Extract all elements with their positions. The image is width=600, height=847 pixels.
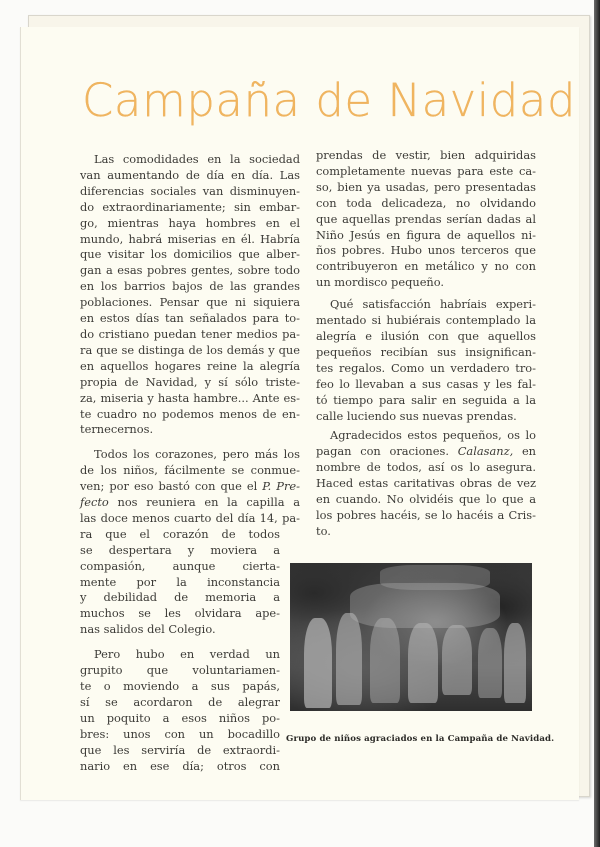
text-line: completamente nuevas para este ca-: [316, 163, 536, 178]
italic-name: fecto: [80, 495, 109, 510]
text-line: compasión, aunque cierta-: [80, 558, 280, 573]
text-line: ternecernos.: [80, 422, 154, 437]
text-line: con toda delicadeza, no olvidando: [316, 195, 536, 210]
text-line: to.: [316, 523, 331, 538]
article-title: Campaña de Navidad: [82, 74, 577, 127]
paragraph-6: [316, 428, 536, 539]
text-line: nario en ese día; otros con: [80, 758, 280, 773]
text-line: grupito que voluntariamen-: [80, 663, 280, 678]
text-line: contribuyeron en metálico y no con: [316, 259, 536, 274]
scan-edge-shadow: [594, 0, 600, 847]
text-line: prendas de vestir, bien adquiridas: [316, 148, 536, 162]
text-line: que visitar los domicilios que alber-: [80, 247, 300, 262]
text-line: Agradecidos estos pequeños, os lo: [330, 428, 536, 443]
text-line: ra que se distinga de los demás y que: [80, 342, 300, 357]
text-line: pequeños recibían sus insignifican-: [316, 344, 536, 359]
text-fragment: pagan con oraciones.: [316, 444, 449, 459]
italic-name: P. Pre-: [262, 479, 300, 494]
text-line: [316, 444, 536, 460]
text-line: te cuadro no podemos menos de en-: [80, 406, 300, 421]
text-line: propia de Navidad, y sí sólo triste-: [80, 374, 300, 389]
text-line: Haced estas caritativas obras de vez: [316, 476, 536, 491]
text-line: los pobres hacéis, se lo hacéis a Cris-: [316, 507, 536, 522]
paragraph-1: [80, 152, 300, 438]
text-line: Pero hubo en verdad un: [94, 647, 280, 662]
photo-caption: Grupo de niños agraciados en la Campaña de Navidad.: [286, 734, 555, 744]
text-line: las doce menos cuarto del día 14, pa-: [80, 510, 300, 525]
text-line: muchos se les olvidara ape-: [80, 606, 280, 621]
text-line: nas salidos del Colegio.: [80, 622, 216, 637]
text-line: bres: unos con un bocadillo: [80, 726, 280, 741]
text-line: go, mientras haya hombres en el: [80, 215, 300, 230]
text-line: mente por la inconstancia: [80, 574, 280, 589]
text-line: tó tiempo para salir en seguida a la: [316, 392, 536, 407]
text-line: mentado si hubiérais contemplado la: [316, 313, 536, 328]
text-line: y debilidad de memoria a: [80, 590, 280, 605]
text-line: gan a esas pobres gentes, sobre todo: [80, 263, 300, 278]
text-line: que les serviría de extraordi-: [80, 742, 280, 757]
text-line: que aquellas prendas serían dadas al: [316, 211, 536, 226]
text-line: en estos días tan señalados para to-: [80, 311, 300, 326]
text-fragment: en: [521, 444, 537, 459]
paragraph-2: [80, 447, 300, 638]
text-line: poblaciones. Pensar que ni siquiera: [80, 295, 300, 310]
text-line: calle luciendo sus nuevas prendas.: [316, 408, 517, 423]
text-line: za, miseria y hasta hambre... Ante es-: [80, 390, 300, 405]
text-line: so, bien ya usadas, pero presentadas: [316, 179, 536, 194]
text-line: de los niños, fácilmente se conmue-: [80, 463, 300, 478]
text-line: [80, 495, 300, 511]
text-line: ra que el corazón de todos: [80, 526, 280, 541]
text-line: en aquellos hogares reine la alegría: [80, 358, 300, 373]
paragraph-5: [316, 297, 536, 424]
right-column: [316, 148, 536, 540]
text-line: [80, 479, 300, 495]
text-line: un poquito a esos niños po-: [80, 710, 280, 725]
text-line: Niño Jesús en figura de aquellos ni-: [316, 227, 536, 242]
text-line: en los barrios bajos de las grandes: [80, 279, 300, 294]
text-line: en cuando. No olvidéis que lo que a: [316, 492, 536, 507]
text-line: do cristiano puedan tener medios pa-: [80, 326, 300, 341]
text-line: se despertara y moviera a: [80, 542, 280, 557]
text-line: diferencias sociales van disminuyen-: [80, 183, 300, 198]
text-line: sí se acordaron de alegrar: [80, 694, 280, 709]
text-line: nombre de todos, así os lo asegura.: [316, 460, 536, 475]
text-fragment: nos reuniera en la capilla a: [117, 495, 300, 510]
left-column: [80, 152, 300, 774]
text-line: Todos los corazones, pero más los: [94, 447, 300, 462]
text-line: do extraordinariamente; sin embar-: [80, 199, 300, 214]
text-line: ños pobres. Hubo unos terceros que: [316, 243, 536, 258]
text-line: alegría e ilusión con que aquellos: [316, 328, 536, 343]
text-line: un mordisco pequeño.: [316, 275, 445, 290]
italic-name: Calasanz,: [457, 444, 514, 459]
text-fragment: ven; por eso bastó con que el: [80, 479, 258, 494]
group-photo: [290, 563, 532, 711]
text-line: Las comodidades en la sociedad: [94, 152, 300, 166]
text-line: mundo, habrá miserias en él. Habría: [80, 231, 300, 246]
text-line: te o moviendo a sus papás,: [80, 679, 280, 693]
text-line: feo lo llevaban a sus casas y les fal-: [316, 376, 536, 391]
text-line: Qué satisfacción habríais experi-: [330, 297, 536, 312]
paragraph-4: [316, 148, 536, 291]
text-line: van aumentando de día en día. Las: [80, 167, 300, 182]
paragraph-3: [80, 647, 300, 774]
text-line: tes regalos. Como un verdadero tro-: [316, 360, 536, 375]
